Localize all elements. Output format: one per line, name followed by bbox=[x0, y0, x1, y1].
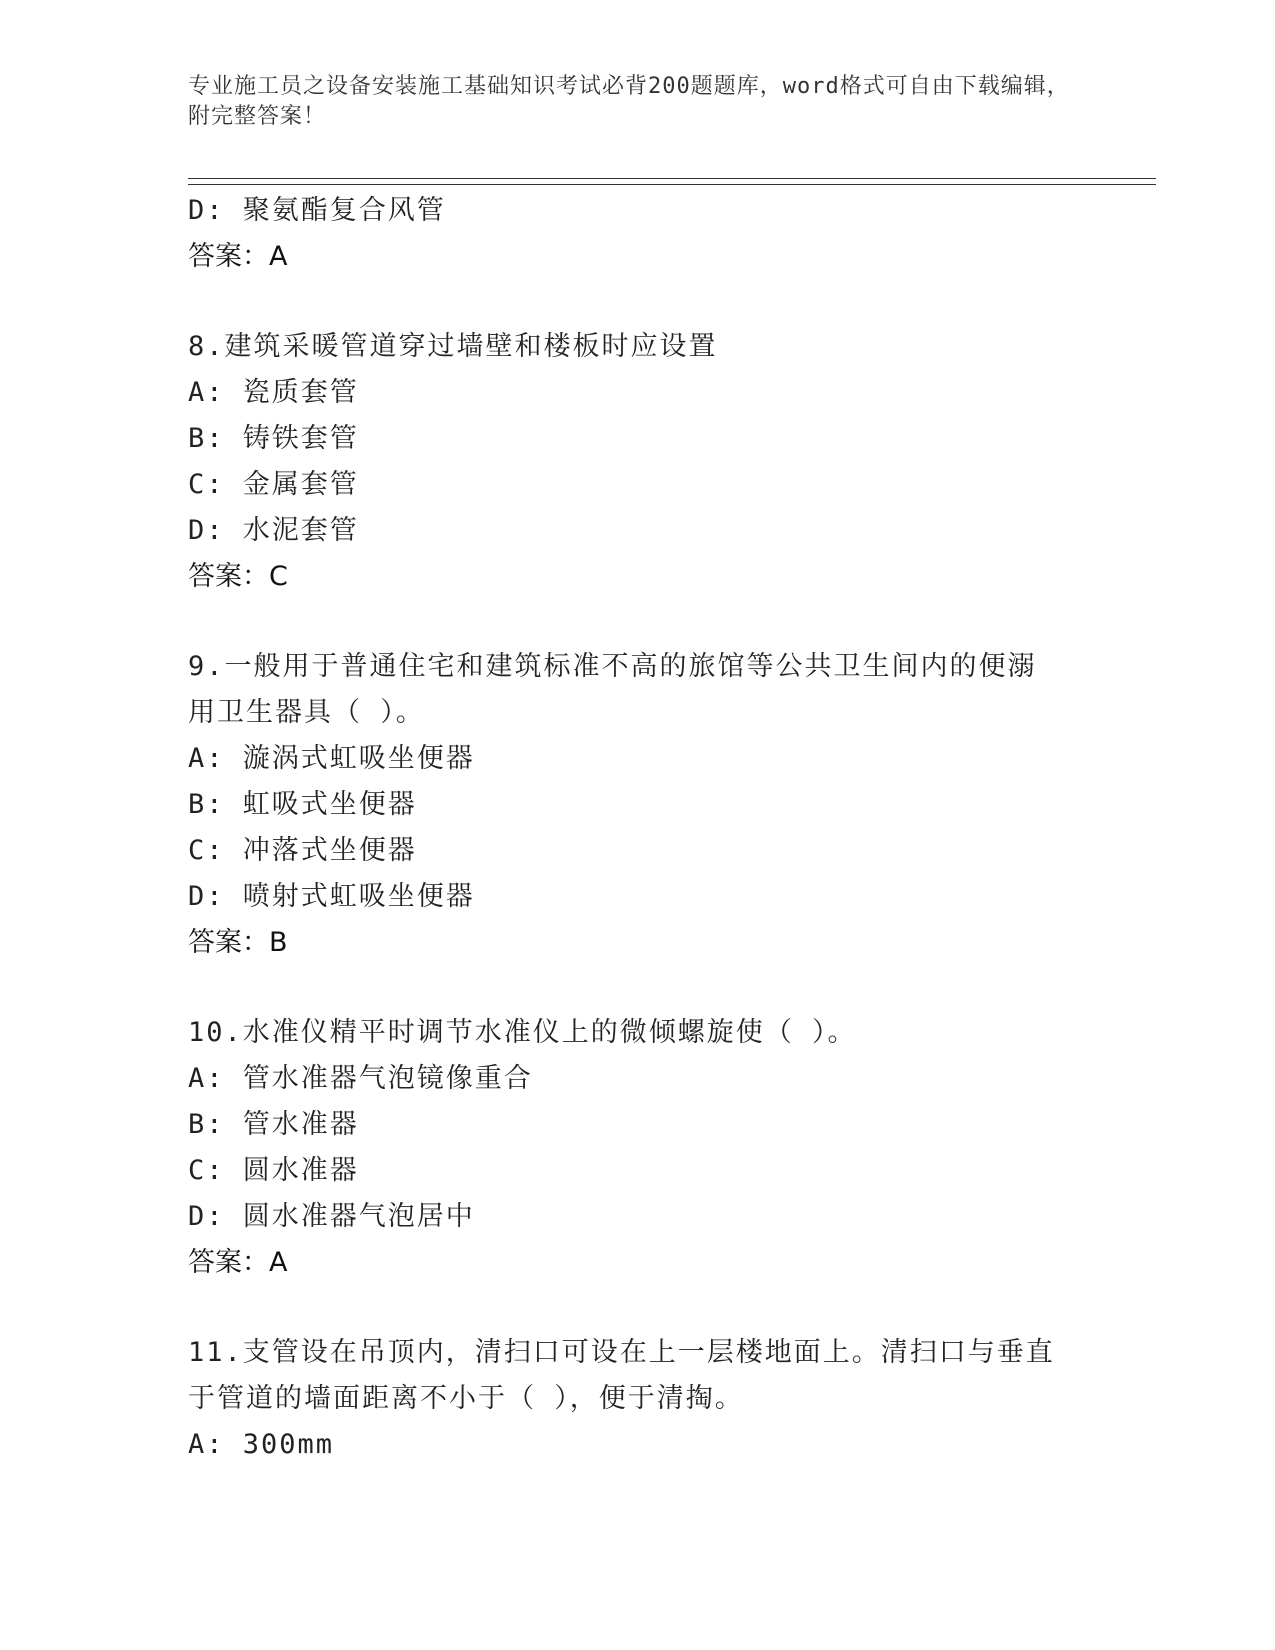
option-d: D: 聚氨酯复合风管 bbox=[188, 195, 446, 226]
answer-line: 答案：B bbox=[188, 927, 288, 958]
question-10 bbox=[188, 1010, 1108, 1286]
header-divider bbox=[188, 178, 1156, 185]
option-c: C: 冲落式坐便器 bbox=[188, 835, 417, 866]
option-a: A: 管水准器气泡镜像重合 bbox=[188, 1063, 533, 1094]
document-header bbox=[188, 72, 1088, 132]
option-a: A: 300mm bbox=[188, 1429, 335, 1460]
document-header-text: 专业施工员之设备安装施工基础知识考试必背200题题库，word格式可自由下载编辑，附完整答案！ bbox=[188, 74, 1070, 129]
question-stem: 11.支管设在吊顶内，清扫口可设在上一层楼地面上。清扫口与垂直于管道的墙面距离不小于（ ），便于清掏。 bbox=[188, 1337, 1055, 1414]
option-c: C: 金属套管 bbox=[188, 469, 359, 500]
option-b: B: 管水准器 bbox=[188, 1109, 359, 1140]
option-b: B: 铸铁套管 bbox=[188, 423, 359, 454]
question-11 bbox=[188, 1330, 1108, 1468]
document-body bbox=[188, 188, 1108, 1468]
answer-line: 答案：A bbox=[188, 1247, 288, 1278]
option-a: A: 瓷质套管 bbox=[188, 377, 359, 408]
question-stem: 9.一般用于普通住宅和建筑标准不高的旅馆等公共卫生间内的便溺用卫生器具（ ）。 bbox=[188, 651, 1037, 728]
option-d: D: 喷射式虹吸坐便器 bbox=[188, 881, 475, 912]
option-d: D: 水泥套管 bbox=[188, 515, 359, 546]
option-a: A: 漩涡式虹吸坐便器 bbox=[188, 743, 475, 774]
question-stem: 10.水准仪精平时调节水准仪上的微倾螺旋使（ ）。 bbox=[188, 1017, 857, 1048]
question-8 bbox=[188, 324, 1108, 600]
answer-line: 答案：C bbox=[188, 561, 288, 592]
option-b: B: 虹吸式坐便器 bbox=[188, 789, 417, 820]
option-d: D: 圆水准器气泡居中 bbox=[188, 1201, 475, 1232]
option-c: C: 圆水准器 bbox=[188, 1155, 359, 1186]
question-9 bbox=[188, 644, 1108, 966]
answer-line: 答案：A bbox=[188, 241, 288, 272]
question-stem: 8.建筑采暖管道穿过墙壁和楼板时应设置 bbox=[188, 331, 718, 362]
